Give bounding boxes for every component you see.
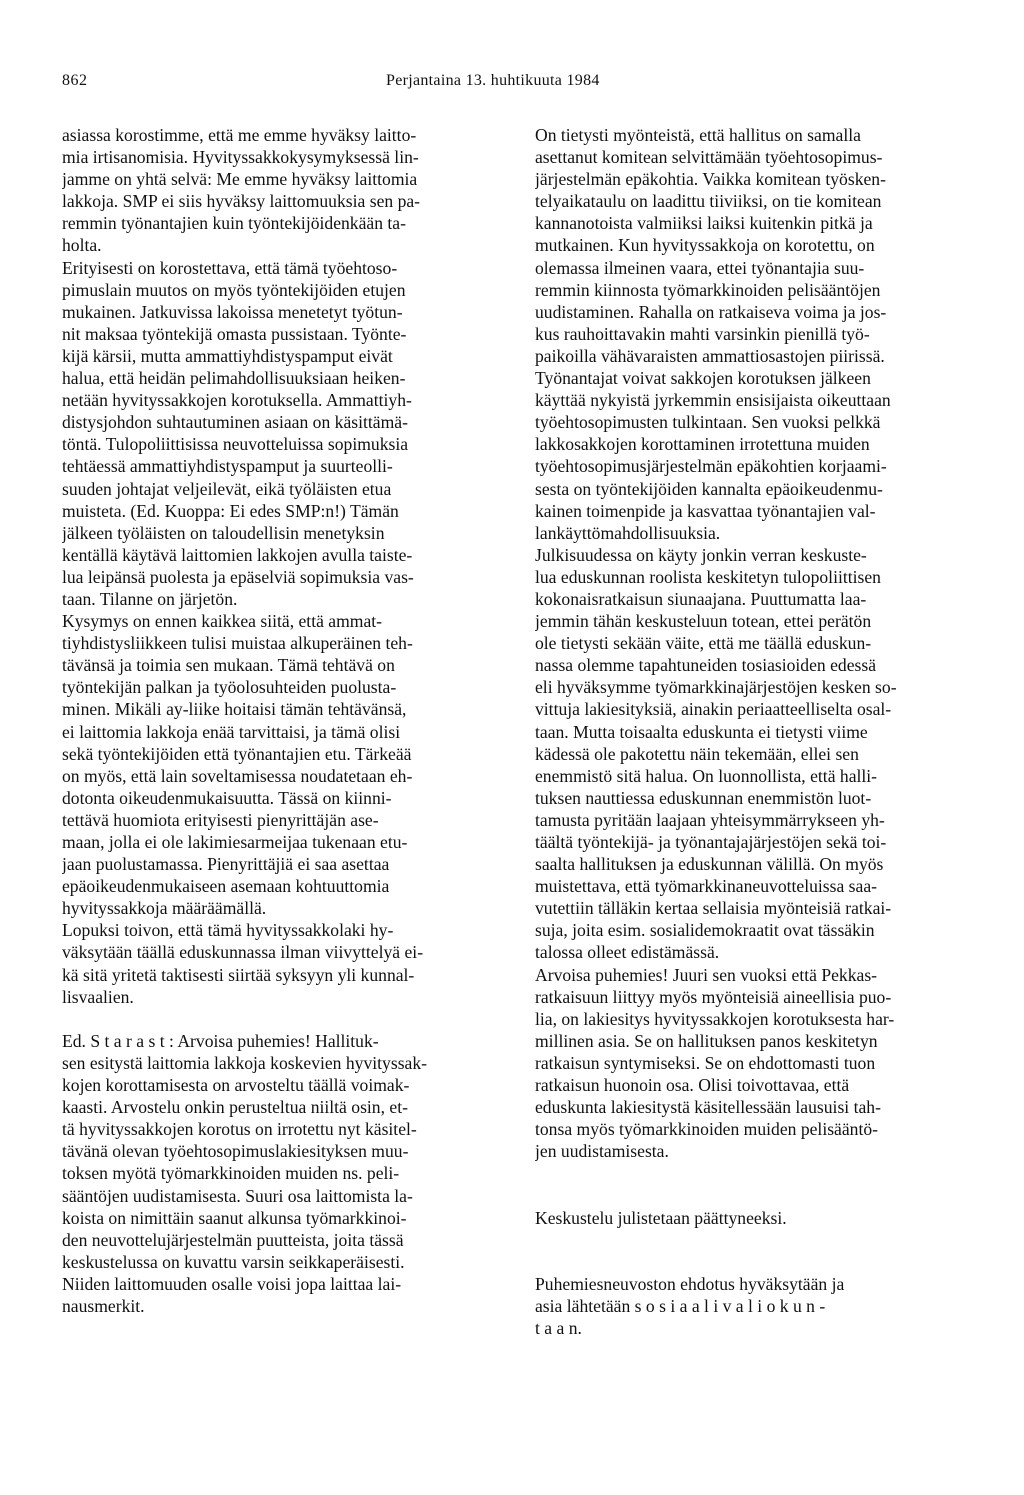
text-line: nassa olemme tapahtuneiden tosiasioiden edessä (535, 655, 877, 676)
text-line (535, 1162, 965, 1184)
text-line: ei laittomia lakkoja enää tarvittaisi, ja tämä olisi (62, 721, 401, 742)
text-line: kokonaisratkaisun siunaajana. Puuttumatta laa- (535, 588, 867, 609)
text-line: olemassa ilmeinen vaara, ettei työnantajia suu- (535, 257, 865, 278)
text-line: epäoikeudenmukaiseen asemaan kohtuuttomia (62, 876, 390, 897)
text-line: suja, joita esim. sosialidemokraatit ovat tässäkin (535, 920, 875, 941)
text-line: keskustelussa on kuvattu varsin seikkaperäisesti. (62, 1251, 405, 1272)
text-line: tävänä olevan työehtosopimuslakiesityksen muu- (62, 1141, 409, 1162)
text-line: remmin työnantajien kuin työntekijöidenkään ta- (62, 213, 406, 234)
text-line: nausmerkit. (62, 1295, 145, 1316)
text-line: netään hyvityssakkojen korotuksella. Ammattiyh- (62, 390, 412, 411)
text-line: eli hyväksymme työmarkkinajärjestöjen kesken so- (535, 677, 897, 698)
text-line: tävänsä ja toimia sen mukaan. Tämä tehtävä on (62, 655, 395, 676)
page-header (0, 72, 1024, 96)
text-line: kus rauhoittavakin mahti varsinkin pienillä työ- (535, 323, 870, 344)
page-number: 862 (62, 72, 88, 89)
text-line: hyvityssakkoja määräämällä. (62, 898, 267, 919)
text-line: jemmin tähän keskusteluun totean, ettei perätön (535, 611, 872, 632)
text-line: t a a n. (535, 1318, 582, 1339)
text-line: saalta hallituksen ja eduskunnan välillä. On myös (535, 854, 884, 875)
header-date: Perjantaina 13. huhtikuuta 1984 (386, 72, 600, 89)
text-line: väksytään täällä eduskunnassa ilman viivyttelyä ei- (62, 942, 424, 963)
text-line: kaasti. Arvostelu onkin perusteltua niiltä osin, et- (62, 1097, 408, 1118)
text-line: jälkeen työläisten on taloudellisin menetyksin (62, 522, 385, 543)
text-line: kainen toimenpide ja kasvattaa työnantajien val- (535, 500, 876, 521)
text-line: vittuja lakiesityksiä, ainakin periaatteelliselta osal- (535, 699, 892, 720)
text-line: minen. Mikäli ay-liike hoitaisi tämän tehtävänsä, (62, 699, 407, 720)
text-line: käyttää nykyistä jyrkemmin ensisijaista oikeuttaan (535, 390, 891, 411)
text-line: holta. (62, 235, 102, 256)
text-line: asiassa korostimme, että me emme hyväksy laitto- (62, 125, 417, 145)
text-line: lakkosakkojen korottaminen irrotettuna muiden (535, 434, 870, 455)
text-line: koista on nimittäin saanut alkunsa työmarkkinoi- (62, 1207, 407, 1228)
text-line: Keskustelu julistetaan päättyneeksi. (535, 1207, 787, 1228)
text-line: kannanotoista valmiiksi laiksi kuitenkin pitkä ja (535, 213, 873, 234)
text-line: maan, jolla ei ole lakimiesarmeijaa tukenaan etu- (62, 832, 408, 852)
text-line: ratkaisuun liittyy myös myönteisiä aineellisia puo- (535, 986, 892, 1007)
text-line: den neuvottelujärjestelmän puutteista, joita tässä (62, 1229, 404, 1250)
text-line: muisteta. (Ed. Kuoppa: Ei edes SMP:n!) Tämän (62, 500, 399, 521)
left-column (62, 124, 502, 1317)
text-line: lia, on lakiesitys hyvityssakkojen korotuksesta har- (535, 1008, 895, 1029)
text-line: paikoilla vähävaraisten ammattiosastojen piirissä. (535, 345, 885, 366)
text-line: lua eduskunnan roolista keskitetyn tulopoliittisen (535, 566, 881, 587)
text-line: työntekijän palkan ja työolosuhteiden puolusta- (62, 677, 397, 698)
text-line: on myös, että lain soveltamisessa noudatetaan eh- (62, 765, 413, 786)
text-line: työehtosopimusten tulkintaan. Sen vuoksi pelkkä (535, 412, 881, 433)
text-line: tamusta pyritään laajaan yhteisymmärrykseen yh- (535, 809, 885, 830)
text-line: tonsa myös työmarkkinoiden muiden pelisääntö- (535, 1119, 879, 1140)
text-line: enemmistö sitä halua. On luonnollista, että halli- (535, 765, 878, 786)
text-line: ratkaisun syntymiseksi. Se on ehdottomasti tuon (535, 1052, 876, 1073)
text-line: ole tietysti sekään väite, että me täällä eduskun- (535, 633, 872, 654)
text-line: asettanut komitean selvittämään työehtosopimus- (535, 147, 883, 168)
text-line: sääntöjen uudistamisesta. Suuri osa laittomista la- (62, 1185, 413, 1206)
text-line: Erityisesti on korostettava, että tämä työehtoso- (62, 257, 398, 278)
text-line: täältä työntekijä- ja työnantajajärjestöjen sekä toi- (535, 832, 887, 852)
text-line: suuden johtajat veljeilevät, eikä työläisten etua (62, 478, 392, 499)
text-line: jaan puolustamassa. Pienyrittäjiä ei saa asettaa (62, 854, 390, 875)
text-line: Julkisuudessa on käyty jonkin verran keskuste- (535, 544, 867, 565)
text-line: tiyhdistysliikkeen tulisi muistaa alkuperäinen teh- (62, 633, 413, 654)
text-line: järjestelmän epäkohtia. Vaikka komitean työsken- (535, 169, 886, 190)
text-line: eduskunta lakiesitystä käsitellessään lausuisi tah- (535, 1097, 881, 1118)
text-line (62, 1008, 502, 1030)
text-line: lankäyttömahdollisuuksia. (535, 522, 721, 543)
text-line: toksen myötä työmarkkinoiden muiden ns. peli- (62, 1163, 400, 1184)
text-line: Arvoisa puhemies! Juuri sen vuoksi että Pekkas- (535, 964, 878, 985)
text-line: Niiden laittomuuden osalle voisi jopa laittaa lai- (62, 1273, 402, 1294)
text-line: uudistaminen. Rahalla on ratkaiseva voima ja jos- (535, 301, 887, 322)
text-line: lisvaalien. (62, 986, 134, 1007)
text-line: jen uudistamisesta. (535, 1141, 669, 1162)
text-line: nit maksaa työntekijä omasta pussistaan. Työnte- (62, 323, 407, 344)
text-line: mia irtisanomisia. Hyvityssakkokysymyksessä lin- (62, 147, 419, 168)
text-line: distysjohdon suhtautuminen asiaan on käsittämä- (62, 412, 408, 433)
text-line: sen esitystä laittomia lakkoja koskevien hyvityssak- (62, 1052, 428, 1073)
text-line: kijä kärsii, mutta ammattiyhdistyspamput eivät (62, 345, 393, 366)
text-line: telyaikataulu on laadittu tiiviiksi, on tie komitean (535, 191, 882, 212)
text-line (535, 1251, 965, 1273)
text-line: Työnantajat voivat sakkojen korotuksen jälkeen (535, 368, 871, 389)
text-line: dotonta oikeudenmukaisuutta. Tässä on kiinni- (62, 787, 392, 808)
text-line: talossa olleet edistämässä. (535, 942, 720, 963)
text-line: kädessä ole pakotettu näin tekemään, ellei sen (535, 743, 859, 764)
right-column (535, 124, 965, 1339)
text-line: Puhemiesneuvoston ehdotus hyväksytään ja (535, 1273, 845, 1294)
text-line: halua, että heidän pelimahdollisuuksiaan heiken- (62, 368, 406, 389)
text-line: sekä työntekijöiden että työnantajien etu. Tärkeää (62, 743, 412, 764)
text-line: Ed. S t a r a s t : Arvoisa puhemies! Hallituk- (62, 1030, 379, 1051)
text-line: kentällä käytävä laittomien lakkojen avulla taiste- (62, 544, 413, 565)
text-line: pimuslain muutos on myös työntekijöiden etujen (62, 279, 406, 300)
text-line: tä hyvityssakkojen korotus on irrotettu nyt käsitel- (62, 1119, 417, 1140)
text-line (535, 1185, 965, 1207)
text-line: taan. Mutta toisaalta eduskunta ei tietysti viime (535, 721, 868, 742)
text-line: Kysymys on ennen kaikkea siitä, että ammat- (62, 611, 383, 632)
text-line: asia lähtetään s o s i a a l i v a l i o k u n - (535, 1295, 826, 1316)
text-line: On tietysti myönteistä, että hallitus on samalla (535, 125, 861, 145)
text-line: jamme on yhtä selvä: Me emme hyväksy laittomia (62, 169, 418, 190)
text-line: työehtosopimusjärjestelmän epäkohtien korjaami- (535, 456, 887, 477)
text-line: Lopuksi toivon, että tämä hyvityssakkolaki hy- (62, 920, 394, 941)
text-line: töntä. Tulopoliittisissa neuvotteluissa sopimuksia (62, 434, 409, 455)
text-line (535, 1229, 965, 1251)
text-line: kä sitä yritetä taktisesti siirtää syksyyn yli kunnal- (62, 964, 415, 985)
text-line: tettävä huomiota erityisesti pienyrittäjän ase- (62, 809, 379, 830)
text-line: kojen korottamisesta on arvosteltu täällä voimak- (62, 1075, 410, 1096)
text-line: muistettava, että työmarkkinaneuvotteluissa saa- (535, 876, 877, 897)
text-line: taan. Tilanne on järjetön. (62, 588, 238, 609)
text-line: tuksen nauttiessa eduskunnan enemmistön luot- (535, 787, 872, 808)
text-line: millinen asia. Se on hallituksen panos keskitetyn (535, 1030, 878, 1051)
text-line: lakkoja. SMP ei siis hyväksy laittomuuksia sen pa- (62, 191, 421, 212)
text-line: mutkainen. Kun hyvityssakkoja on korotettu, on (535, 235, 875, 256)
text-line: remmin kiinnosta työmarkkinoiden pelisääntöjen (535, 279, 881, 300)
text-line: ratkaisun huonoin osa. Olisi toivottavaa, että (535, 1075, 850, 1096)
text-line: sesta on työntekijöiden kannalta epäoikeudenmu- (535, 478, 883, 499)
text-line: mukainen. Jatkuvissa lakoissa menetetyt työtun- (62, 301, 403, 322)
text-line: lua leipänsä puolesta ja epäselviä sopimuksia vas- (62, 566, 414, 587)
text-line: vutettiin tälläkin kertaa sellaisia myönteisiä ratkai- (535, 898, 892, 919)
text-line: tehtäessä ammattiyhdistyspamput ja suurteolli- (62, 456, 393, 477)
